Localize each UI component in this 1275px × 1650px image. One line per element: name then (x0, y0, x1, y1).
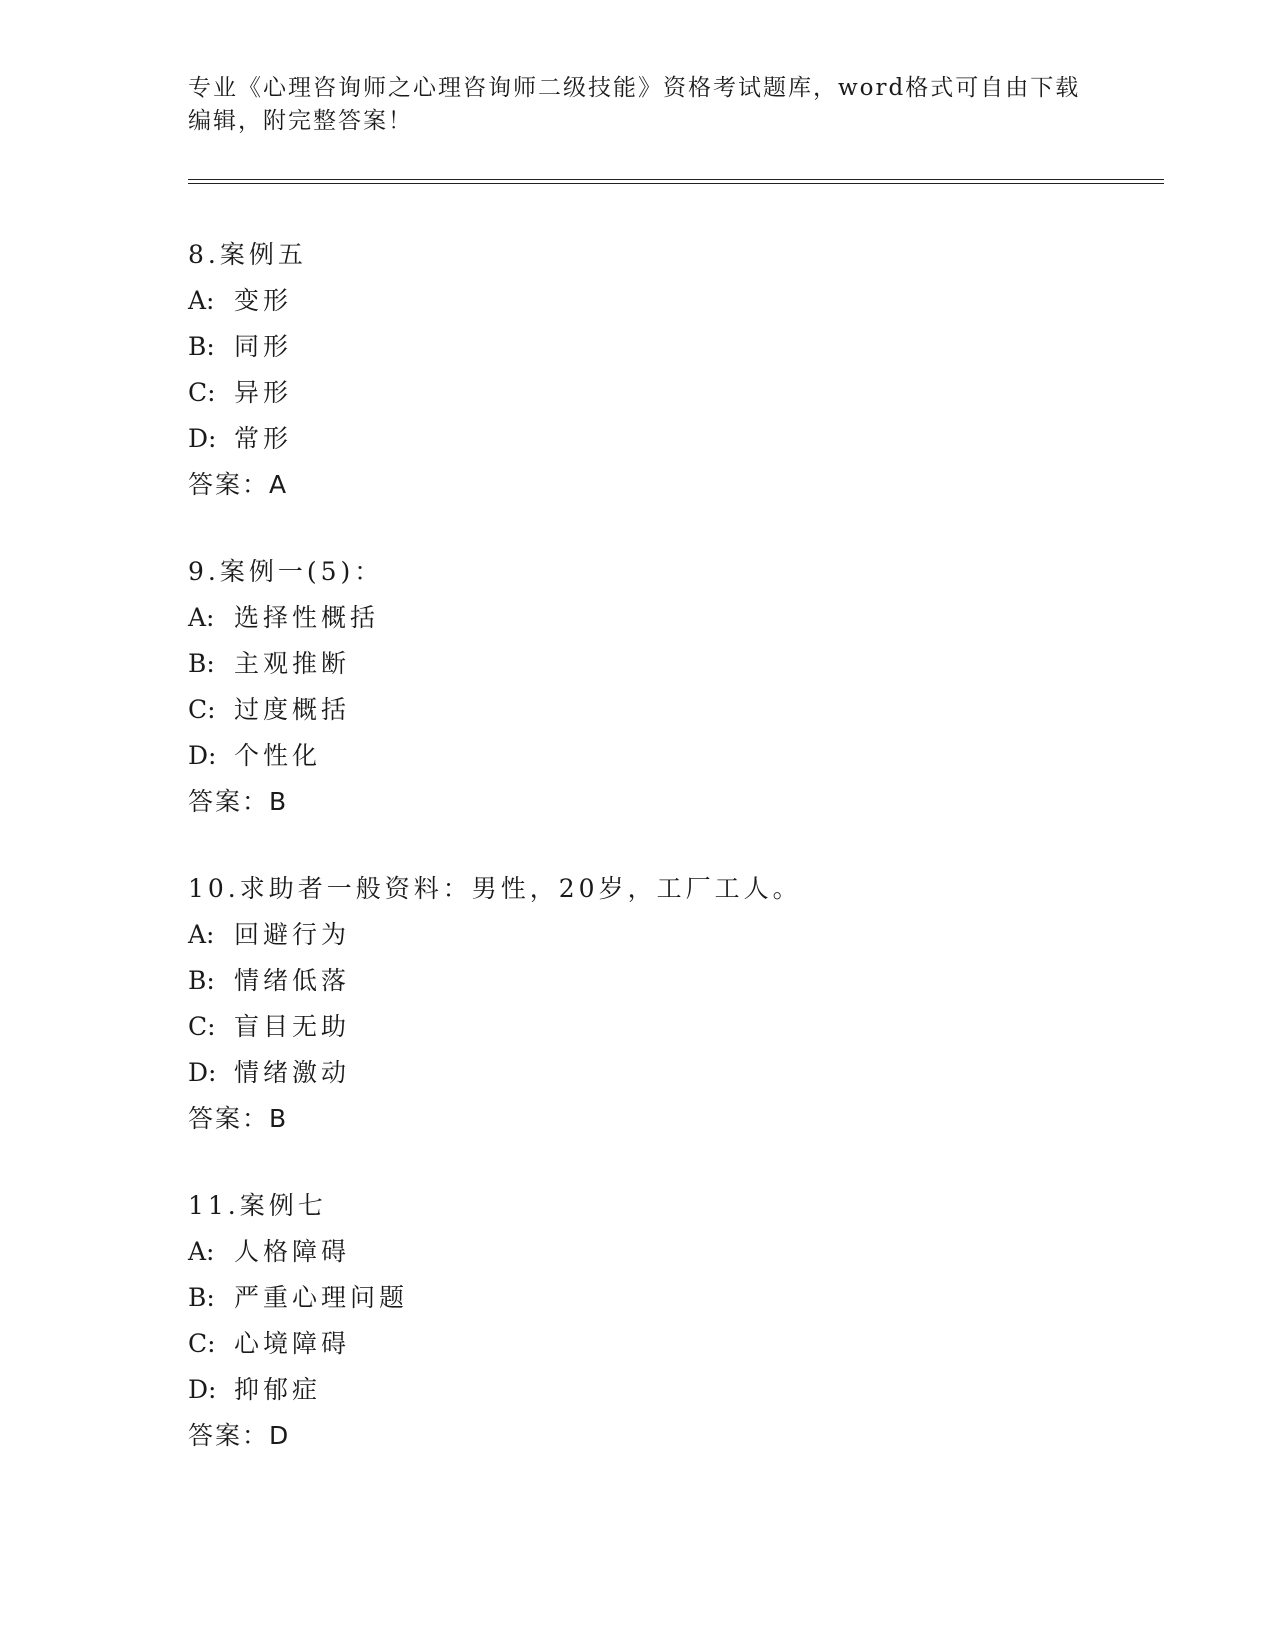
answer-line: 答案：D (188, 1421, 291, 1450)
question-block (188, 549, 1148, 825)
option-label: C: (188, 695, 216, 724)
option-c (188, 687, 1148, 733)
answer-line: 答案：A (188, 470, 289, 499)
option-text: 严重心理问题 (234, 1283, 409, 1312)
option-text: 异形 (234, 378, 293, 407)
option-text: 盲目无助 (234, 1012, 351, 1041)
option-text: 变形 (234, 286, 293, 315)
option-text: 情绪激动 (234, 1058, 351, 1087)
option-label: C: (188, 1329, 216, 1358)
option-label: B: (188, 332, 215, 361)
option-label: B: (188, 966, 215, 995)
option-label: D: (188, 741, 217, 770)
option-a (188, 278, 1148, 324)
option-b (188, 1275, 1148, 1321)
option-text: 回避行为 (234, 920, 351, 949)
answer-line: 答案：B (188, 787, 289, 816)
option-label: A: (188, 920, 215, 949)
option-text: 主观推断 (234, 649, 351, 678)
option-label: D: (188, 424, 217, 453)
header-line-2: 编辑，附完整答案！ (188, 108, 413, 134)
option-b (188, 641, 1148, 687)
option-label: D: (188, 1058, 217, 1087)
option-c (188, 1004, 1148, 1050)
option-text: 同形 (234, 332, 293, 361)
header-divider-bottom (188, 183, 1164, 184)
question-title: 9.案例一(5)： (188, 557, 384, 586)
option-a (188, 1229, 1148, 1275)
option-c (188, 1321, 1148, 1367)
option-text: 过度概括 (234, 695, 351, 724)
option-label: A: (188, 286, 215, 315)
option-text: 常形 (234, 424, 293, 453)
question-block (188, 866, 1148, 1142)
option-label: A: (188, 603, 215, 632)
question-title: 11.案例七 (188, 1191, 327, 1220)
option-d (188, 416, 1148, 462)
option-d (188, 1367, 1148, 1413)
option-text: 选择性概括 (234, 603, 380, 632)
option-label: C: (188, 378, 216, 407)
option-a (188, 912, 1148, 958)
question-title: 8.案例五 (188, 240, 307, 269)
option-text: 情绪低落 (234, 966, 351, 995)
option-d (188, 733, 1148, 779)
option-a (188, 595, 1148, 641)
option-b (188, 324, 1148, 370)
option-b (188, 958, 1148, 1004)
option-text: 人格障碍 (234, 1237, 351, 1266)
option-label: D: (188, 1375, 217, 1404)
option-text: 抑郁症 (234, 1375, 322, 1404)
option-d (188, 1050, 1148, 1096)
question-block (188, 232, 1148, 508)
option-label: A: (188, 1237, 215, 1266)
question-block (188, 1183, 1148, 1459)
option-label: C: (188, 1012, 216, 1041)
header-divider-top (188, 179, 1164, 180)
answer-line: 答案：B (188, 1104, 289, 1133)
option-label: B: (188, 1283, 215, 1312)
document-header (188, 72, 1088, 138)
header-line-1: 专业《心理咨询师之心理咨询师二级技能》资格考试题库，word格式可自由下载 (188, 75, 1081, 101)
option-text: 心境障碍 (234, 1329, 351, 1358)
option-text: 个性化 (234, 741, 322, 770)
option-c (188, 370, 1148, 416)
option-label: B: (188, 649, 215, 678)
question-title: 10.求助者一般资料：男性，20岁，工厂工人。 (188, 874, 802, 903)
